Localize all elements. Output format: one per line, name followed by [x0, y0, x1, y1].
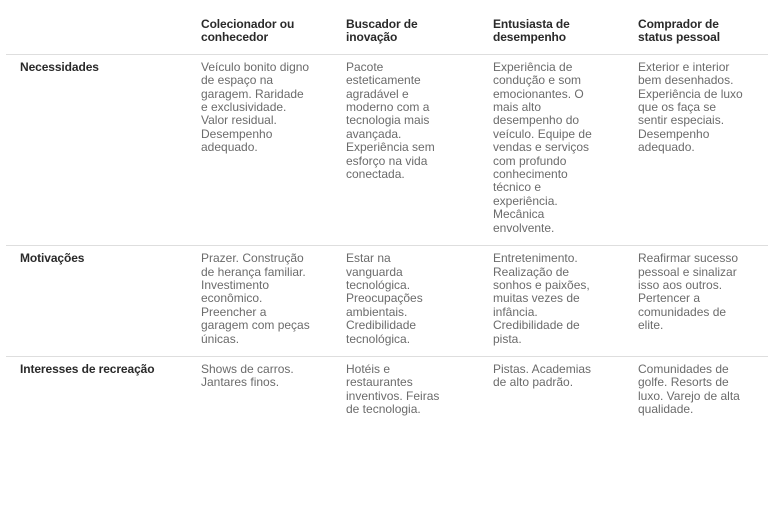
column-header-performance-enthusiast: Entusiasta de desempenho [479, 10, 624, 54]
column-header-innovation-seeker: Buscador de inovação [332, 10, 479, 54]
cell-motivations-status-buyer: Reafirmar sucesso pessoal e sinalizar isso aos outros. Pertencer a comunidades de elite. [624, 246, 768, 357]
cell-motivations-performance-enthusiast: Entretenimento. Realização de sonhos e paixões, muitas vezes de infância. Credibilidade de pista. [479, 246, 624, 357]
header-row [6, 10, 768, 54]
persona-comparison-table [6, 10, 768, 427]
row-label-recreation-interests: Interesses de recreação [20, 361, 155, 376]
cell-motivations-collector: Prazer. Construção de herança familiar. Investimento econômico. Preencher a garagem com peças únicas. [187, 246, 332, 357]
table-row-motivations [6, 246, 768, 357]
table-row-recreation-interests [6, 356, 768, 426]
row-label-needs: Necessidades [6, 54, 187, 245]
column-header-status-buyer: Comprador de status pessoal [624, 10, 768, 54]
corner-header [6, 10, 187, 54]
cell-recreation-collector: Shows de carros. Jantares finos. [201, 361, 294, 390]
cell-needs-status-buyer: Exterior e interior bem desenhados. Experiência de luxo que os faça se sentir especiais. Desempenho adequado. [624, 54, 768, 245]
cell-recreation-performance-enthusiast: Pistas. Academias de alto padrão. [493, 361, 592, 390]
row-label-motivations: Motivações [6, 246, 187, 357]
table-row-needs [6, 54, 768, 245]
cell-recreation-innovation-seeker: Hotéis e restaurantes inventivos. Feiras de tecnologia. [346, 361, 440, 417]
cell-needs-innovation-seeker: Pacote esteticamente agradável e moderno com a tecnologia mais avançada. Experiência sem esforço na vida conectada. [332, 54, 479, 245]
cell-recreation-status-buyer: Comunidades de golfe. Resorts de luxo. Varejo de alta qualidade. [638, 361, 740, 417]
cell-needs-performance-enthusiast: Experiência de condução e som emocionantes. O mais alto desempenho do veículo. Equipe de vendas e serviços com profundo conhecimento técnico e experiência. Mecânica envolvente. [479, 54, 624, 245]
cell-needs-collector: Veículo bonito digno de espaço na garagem. Raridade e exclusividade. Valor residual. Desempenho adequado. [187, 54, 332, 245]
column-header-collector: Colecionador ou conhecedor [187, 10, 332, 54]
cell-motivations-innovation-seeker: Estar na vanguarda tecnológica. Preocupações ambientais. Credibilidade tecnológica. [332, 246, 479, 357]
